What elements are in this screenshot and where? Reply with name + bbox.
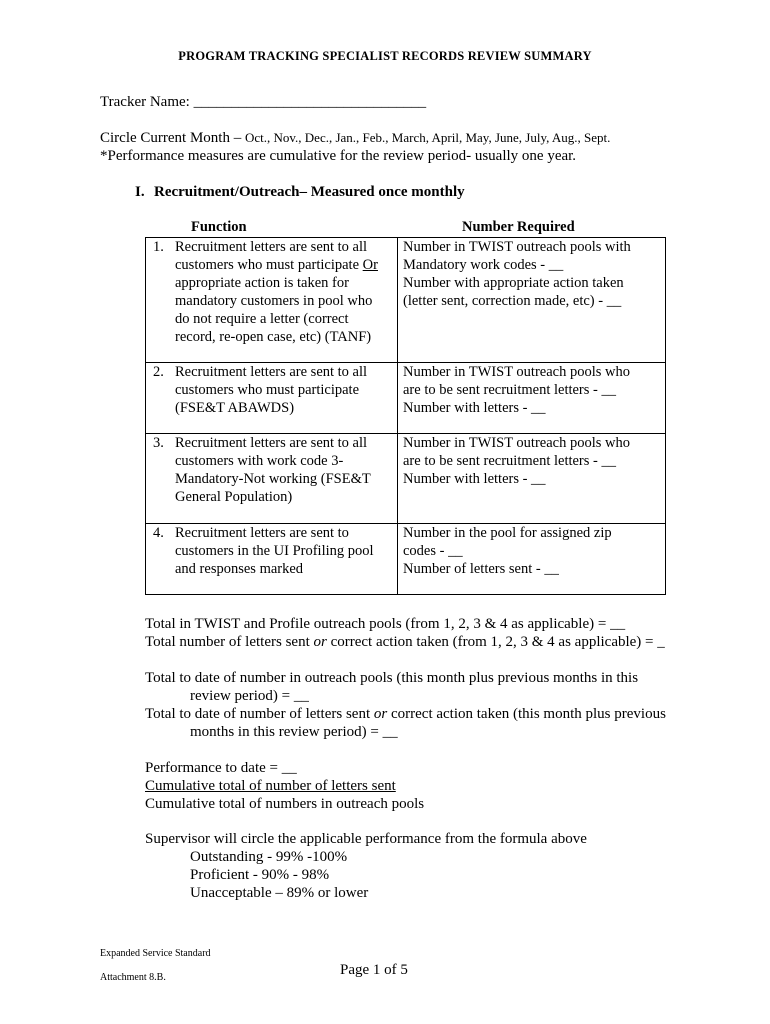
tracker-name-field: Tracker Name: _______________________________ — [100, 94, 427, 110]
row-number: 3. — [153, 435, 164, 451]
table-row — [146, 524, 666, 595]
function-line: and responses marked — [175, 561, 304, 577]
required-line: are to be sent recruitment letters - __ — [403, 382, 616, 398]
footer-standard: Expanded Service Standard — [100, 948, 211, 959]
function-line: customers who must participate Or — [175, 257, 378, 273]
level-proficient: Proficient - 90% - 98% — [190, 867, 330, 883]
page-number: Page 1 of 5 — [340, 962, 408, 978]
function-cell — [146, 238, 398, 363]
level-unacceptable: Unacceptable – 89% or lower — [190, 885, 369, 901]
months-list: Oct., Nov., Dec., Jan., Feb., March, April, May, June, July, Aug., Sept. — [244, 130, 611, 145]
circle-month-label: Circle Current Month – — [100, 130, 245, 146]
function-cell — [146, 434, 398, 524]
circle-month-line — [100, 129, 610, 147]
required-line: codes - __ — [403, 543, 463, 559]
total-to-date-pools: Total to date of number in outreach pools (this month plus previous months in this — [145, 670, 639, 686]
required-line: Number in TWIST outreach pools who — [403, 364, 630, 380]
required-cell — [398, 238, 666, 363]
required-cell — [398, 524, 666, 595]
column-header-function: Function — [191, 219, 247, 235]
function-line: Recruitment letters are sent to all — [175, 364, 368, 380]
column-header-number-required: Number Required — [462, 219, 575, 235]
formula-numerator: Cumulative total of number of letters sent — [145, 778, 396, 794]
function-line: customers who must participate — [175, 382, 360, 398]
row-number: 4. — [153, 525, 164, 541]
function-line: Mandatory-Not working (FSE&T — [175, 471, 371, 487]
required-line: Number with letters - __ — [403, 471, 546, 487]
total-outreach-pools: Total in TWIST and Profile outreach pools (from 1, 2, 3 & 4 as applicable) = __ — [145, 616, 626, 632]
function-line: customers in the UI Profiling pool — [175, 543, 374, 559]
function-cell — [146, 524, 398, 595]
total-to-date-pools-cont: review period) = __ — [190, 688, 309, 704]
total-to-date-letters-cont: months in this review period) = __ — [190, 724, 398, 740]
row-number: 1. — [153, 239, 164, 255]
required-line: Number in TWIST outreach pools who — [403, 435, 630, 451]
section-number: I. — [135, 184, 145, 200]
required-line: Number with letters - __ — [403, 400, 546, 416]
required-line: are to be sent recruitment letters - __ — [403, 453, 616, 469]
document-title: PROGRAM TRACKING SPECIALIST RECORDS REVIEW SUMMARY — [178, 49, 592, 63]
performance-note: *Performance measures are cumulative for the review period- usually one year. — [100, 148, 577, 164]
required-line: (letter sent, correction made, etc) - __ — [403, 293, 622, 309]
function-table — [145, 237, 666, 595]
total-to-date-letters: Total to date of number of letters sent or correct action taken (this month plus previous — [145, 706, 666, 722]
footer-attachment: Attachment 8.B. — [100, 972, 166, 983]
table-row — [146, 238, 666, 363]
section-title: Recruitment/Outreach– Measured once monthly — [154, 184, 465, 200]
required-cell — [398, 434, 666, 524]
required-line: Mandatory work codes - __ — [403, 257, 564, 273]
formula-denominator: Cumulative total of numbers in outreach pools — [145, 796, 425, 812]
total-letters-sent: Total number of letters sent or correct action taken (from 1, 2, 3 & 4 as applicable) = _ — [145, 634, 665, 650]
function-line: (FSE&T ABAWDS) — [175, 400, 295, 416]
function-line: customers with work code 3- — [175, 453, 344, 469]
level-outstanding: Outstanding - 99% -100% — [190, 849, 348, 865]
function-line: Recruitment letters are sent to all — [175, 435, 368, 451]
row-number: 2. — [153, 364, 164, 380]
function-cell — [146, 363, 398, 434]
required-cell — [398, 363, 666, 434]
table-row — [146, 363, 666, 434]
required-line: Number with appropriate action taken — [403, 275, 624, 291]
function-line: do not require a letter (correct — [175, 311, 349, 327]
required-line: Number of letters sent - __ — [403, 561, 559, 577]
supervisor-intro: Supervisor will circle the applicable performance from the formula above — [145, 831, 587, 847]
or-underlined: Or — [362, 257, 378, 273]
function-line: Recruitment letters are sent to all — [175, 239, 368, 255]
required-line: Number in TWIST outreach pools with — [403, 239, 631, 255]
function-line: record, re-open case, etc) (TANF) — [175, 329, 372, 345]
function-line: General Population) — [175, 489, 293, 505]
performance-to-date: Performance to date = __ — [145, 760, 297, 776]
required-line: Number in the pool for assigned zip — [403, 525, 612, 541]
function-line: mandatory customers in pool who — [175, 293, 373, 309]
function-line: appropriate action is taken for — [175, 275, 349, 291]
table-row — [146, 434, 666, 524]
function-line: Recruitment letters are sent to — [175, 525, 349, 541]
